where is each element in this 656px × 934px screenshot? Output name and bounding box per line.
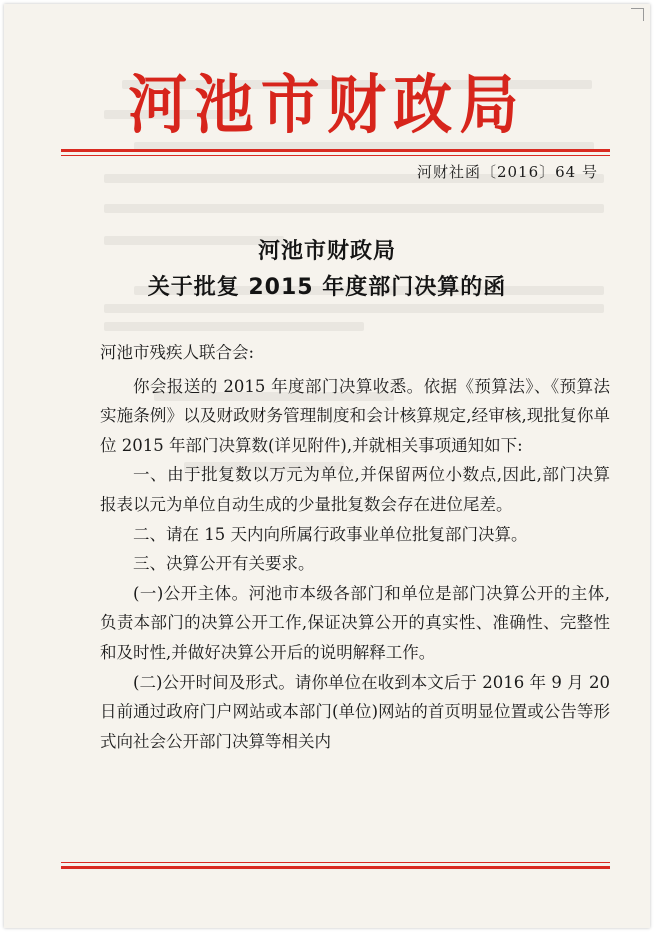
letterhead-red-rule-thin	[61, 155, 610, 156]
document-page	[4, 4, 650, 928]
footer-red-rule-thick	[61, 866, 610, 869]
document-body	[100, 338, 610, 756]
document-number: 河财社函〔2016〕64 号	[416, 163, 598, 181]
letterhead-red-rule-thick	[61, 149, 610, 152]
scan-corner-mark	[631, 8, 644, 21]
letterhead-agency-name: 河池市财政局	[128, 68, 526, 143]
document-title-line-2: 关于批复 2015 年度部门决算的函	[147, 275, 507, 300]
body-paragraph: 三、决算公开有关要求。	[133, 554, 315, 574]
body-paragraph: 二、请在 15 天内向所属行政事业单位批复部门决算。	[133, 524, 528, 544]
footer-red-rule-thin	[61, 862, 610, 863]
salutation: 河池市残疾人联合会:	[100, 343, 255, 362]
body-paragraph: (一)公开主体。河池市本级各部门和单位是部门决算公开的主体,负责本部门的决算公开工作,保证决算公开的真实性、准确性、完整性和及时性,并做好决算公开后的说明解释工作。	[100, 583, 610, 662]
body-paragraph: 一、由于批复数以万元为单位,并保留两位小数点,因此,部门决算报表以元为单位自动生成的少量批复数会存在进位尾差。	[100, 465, 610, 514]
document-title-line-1: 河池市财政局	[257, 239, 396, 264]
body-paragraph: (二)公开时间及形式。请你单位在收到本文后于 2016 年 9 月 20 日前通过政府门户网站或本部门(单位)网站的首页明显位置或公告等形式向社会公开部门决算等相关内	[100, 672, 610, 751]
body-paragraph: 你会报送的 2015 年度部门决算收悉。依据《预算法》、《预算法实施条例》以及财政财务管理制度和会计核算规定,经审核,现批复你单位 2015 年部门决算数(详见附件),并就相关事项通知如下:	[100, 376, 610, 455]
